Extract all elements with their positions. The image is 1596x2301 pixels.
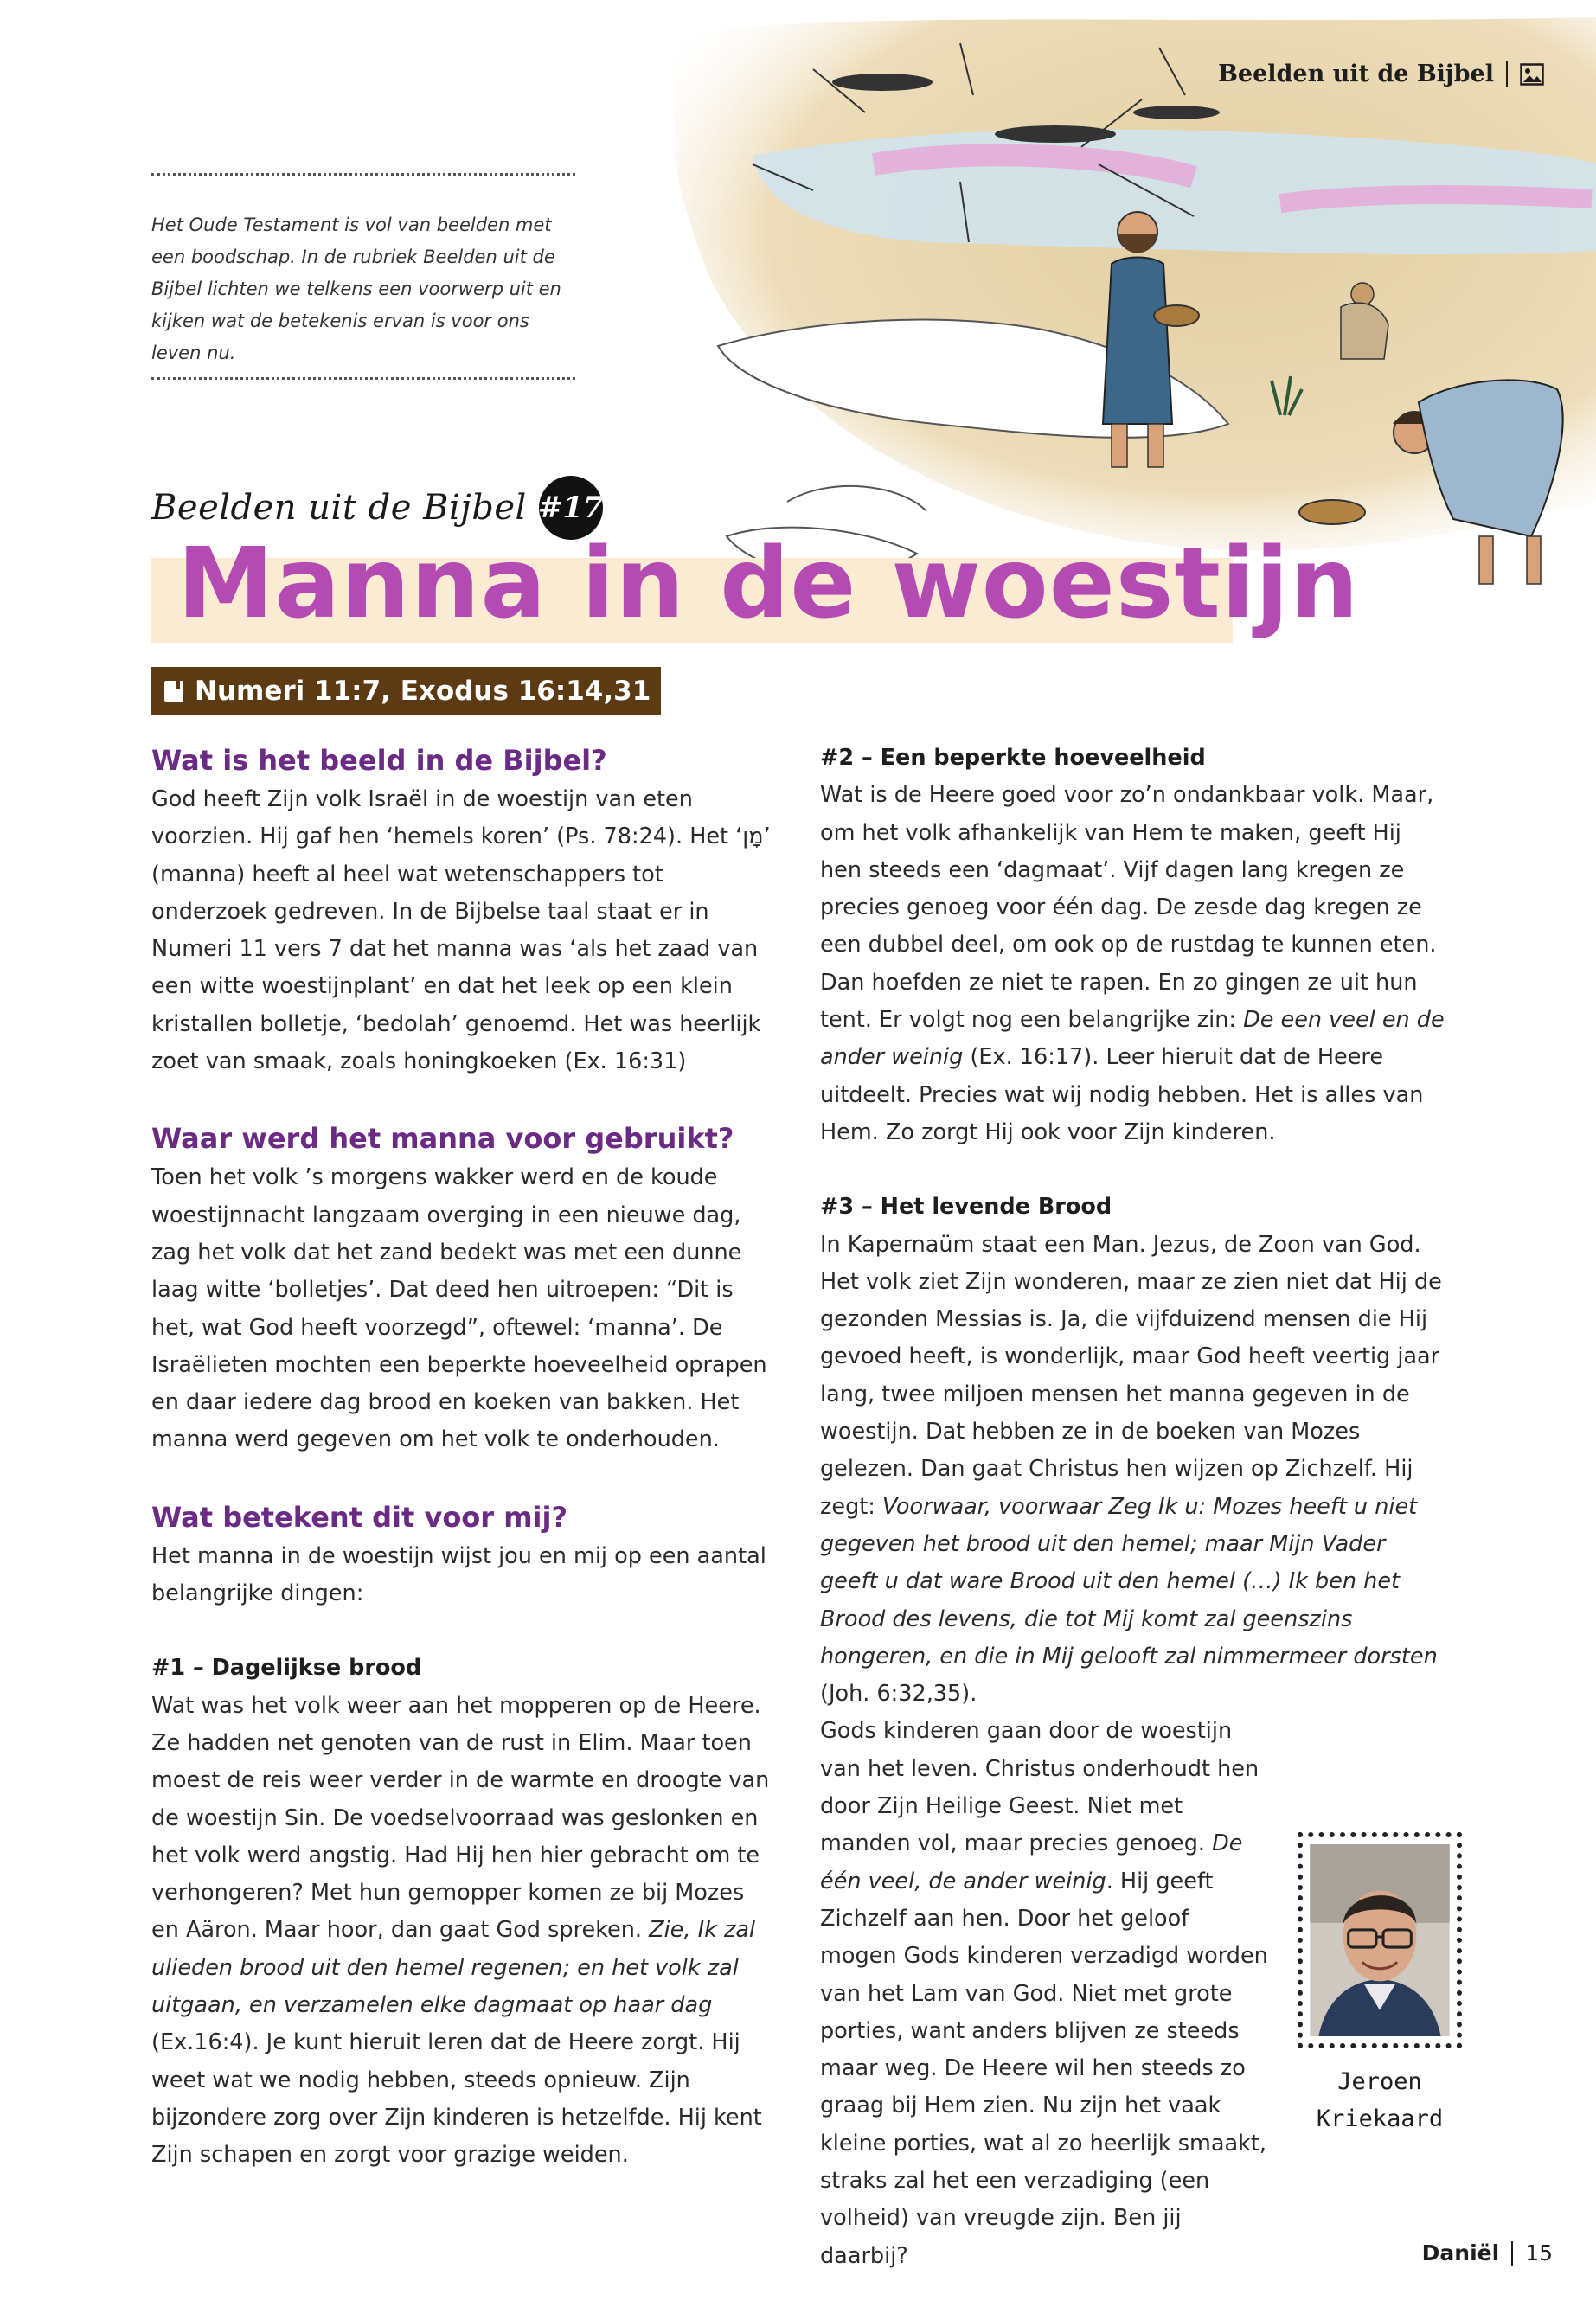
intro-text: Het Oude Testament is vol van beelden met een boodschap. In de rubriek Beelden uit de Bijbel lichten we telkens een voorwerp uit en kijken wat de betekenis ervan is voor ons leven nu.	[151, 215, 561, 363]
bible-reference	[151, 667, 661, 715]
section-label: Beelden uit de Bijbel	[1218, 61, 1494, 87]
scripture-quote: Voorwaar, voorwaar Zeg Ik u: Mozes heeft u niet gegeven het brood uit den hemel; maar Mijn Vader geeft u dat ware Brood uit den hemel (…) Ik ben het Brood des levens, die tot Mij komt zal geenszins hongeren, en die in Mij gelooft zal nimmermeer dorsten	[820, 1493, 1438, 1670]
paragraph-dagelijks-brood: Wat was het volk weer aan het mopperen op de Heere. Ze hadden net genoten van de rust in Elim. Maar toen moest de reis weer verder in de warmte en droogte van de woestijn Sin. De voedselvoorraad was geslonken en het volk werd angstig. Had Hij hen hier gebracht om te verhongeren? Met hun gemopper komen ze bij Mozes en Aäron. Maar hoor, dan gaat God spreken. Zie, Ik zal ulieden brood uit den hemel regenen; en het volk zal uitgaan, en verzamelen elke dagmaat op haar dag (Ex.16:4). Je kunt hieruit leren dat de Heere zorgt. Hij weet wat we nodig hebben, steeds opnieuw. Zijn bijzondere zorg over Zijn kinderen is hetzelfde. Hij kent Zijn schapen en zorgt voor grazige weiden.	[151, 1692, 770, 2169]
intro-top-divider	[151, 173, 575, 176]
paragraph-levende-brood: In Kapernaüm staat een Man. Jezus, de Zoon van God. Het volk ziet Zijn wonderen, maar ze zien niet dat Hij de gezonden Messias is. Ja, die vijfduizend mensen die Hij gevoed heeft, is wonderlijk, maar God heeft veertig jaar lang, twee miljoen mensen het manna gegeven in de woestijn. Dat hebben ze in de boeken van Mozes gelezen. Dan gaat Christus hen wijzen op Zichzelf. Hij zegt: Voorwaar, voorwaar Zeg Ik u: Mozes heeft u niet gegeven het brood uit den hemel; maar Mijn Vader geeft u dat ware Brood uit den hemel (…) Ik ben het Brood des levens, die tot Mij komt zal geenszins hongeren, en die in Mij gelooft zal nimmermeer dorsten (Joh. 6:32,35).	[820, 1231, 1442, 1708]
author-photo	[1298, 1832, 1462, 2048]
subheading-beperkte-hoeveelheid: #2 – Een beperkte hoeveelheid	[820, 745, 1206, 771]
scripture-quote: De een veel en de ander weinig	[820, 1007, 1445, 1071]
magazine-name: Daniël	[1421, 2240, 1500, 2266]
scripture-quote: De één veel, de ander weinig	[820, 1830, 1243, 1894]
intro-bottom-divider	[151, 377, 575, 380]
section-tag	[1218, 61, 1544, 87]
page-footer	[1422, 2240, 1553, 2266]
reference-text: Numeri 11:7, Exodus 16:14,31	[195, 676, 651, 707]
divider	[1506, 61, 1508, 87]
left-column	[151, 740, 779, 2175]
subheading-levende-brood: #3 – Het levende Brood	[820, 1194, 1112, 1221]
author-name: Jeroen Kriekaard	[1316, 2068, 1444, 2132]
paragraph-gebruik: Toen het volk ’s morgens wakker werd en de koude woestijnnacht langzaam overging in een nieuwe dag, zag het volk dat het zand bedekt was met een dunne laag witte ‘bolletjes’. Dat deed hen uitroepen: “Dit is het, wat God heeft voorzegd”, oftewel: ‘manna’. De Israëlieten mochten een beperkte hoeveelheid oprapen en daar iedere dag brood en koeken van bakken. Het manna werd gegeven om het volk te onderhouden.	[151, 1164, 767, 1453]
book-icon	[163, 680, 184, 702]
paragraph-beperkte-hoeveelheid: Wat is de Heere goed voor zo’n ondankbaar volk. Maar, om het volk afhankelijk van Hem te maken, geeft Hij hen steeds een ‘dagmaat’. Vijf dagen lang kregen ze precies genoeg voor één dag. De zesde dag kregen ze een dubbel deel, om ook op de rustdag te kunnen eten. Dan hoefden ze niet te rapen. En zo gingen ze uit hun tent. Er volgt nog een belangrijke zin: De een veel en de ander weinig (Ex. 16:17). Leer hieruit dat de Heere uitdeelt. Precies wat wij nodig hebben. Het is alles van Hem. Zo zorgt Hij ook voor Zijn kinderen.	[820, 782, 1445, 1145]
heading-beeld: Wat is het beeld in de Bijbel?	[151, 744, 607, 777]
scripture-quote: Zie, Ik zal ulieden brood uit den hemel regenen; en het volk zal uitgaan, en verzamelen elke dagmaat op haar dag	[151, 1917, 756, 2019]
series-label: Beelden uit de Bijbel	[151, 488, 527, 528]
heading-gebruik: Waar werd het manna voor gebruikt?	[151, 1122, 734, 1156]
paragraph-betekenis: Het manna in de woestijn wijst jou en mij op een aantal belangrijke dingen:	[151, 1542, 766, 1607]
paragraph-gods-kinderen: Gods kinderen gaan door de woestijn van het leven. Christus onderhoudt hen door Zijn Heilige Geest. Niet met manden vol, maar precies genoeg. De één veel, de ander weinig. Hij geeft Zichzelf aan hen. Door het geloof mogen Gods kinderen verzadigd worden van het Lam van God. Niet met grote porties, want anders blijven ze steeds maar weg. De Heere wil hen steeds zo graag bij Hem zien. Nu zijn het vaak kleine porties, wat al zo heerlijk smaakt, straks zal het een verzadiging (een volheid) van vreugde zijn. Ben jij daarbij?	[820, 1718, 1268, 2269]
paragraph-beeld: God heeft Zijn volk Israël in de woestijn van eten voorzien. Hij gaf hen ‘hemels koren’ (Ps. 78:24). Het ‘מָן’ (manna) heeft al heel wat wetenschappers tot onderzoek gedreven. In de Bijbelse taal staat er in Numeri 11 vers 7 dat het manna was ‘als het zaad van een witte woestijnplant’ en dat het leek op een klein kristallen bolletje, ‘bedolah’ genoemd. Het was heerlijk zoet van smaak, zoals honingkoeken (Ex. 16:31)	[151, 786, 771, 1075]
heading-betekenis: Wat betekent dit voor mij?	[151, 1500, 568, 1534]
series-number-badge: #17	[539, 476, 603, 540]
picture-icon	[1520, 63, 1544, 86]
author-portrait	[1310, 1844, 1450, 2036]
page-title: Manna in de woestijn	[177, 528, 1360, 640]
subheading-dagelijks-brood: #1 – Dagelijkse brood	[151, 1655, 422, 1682]
footer-divider	[1511, 2241, 1513, 2266]
page-number: 15	[1525, 2240, 1553, 2266]
